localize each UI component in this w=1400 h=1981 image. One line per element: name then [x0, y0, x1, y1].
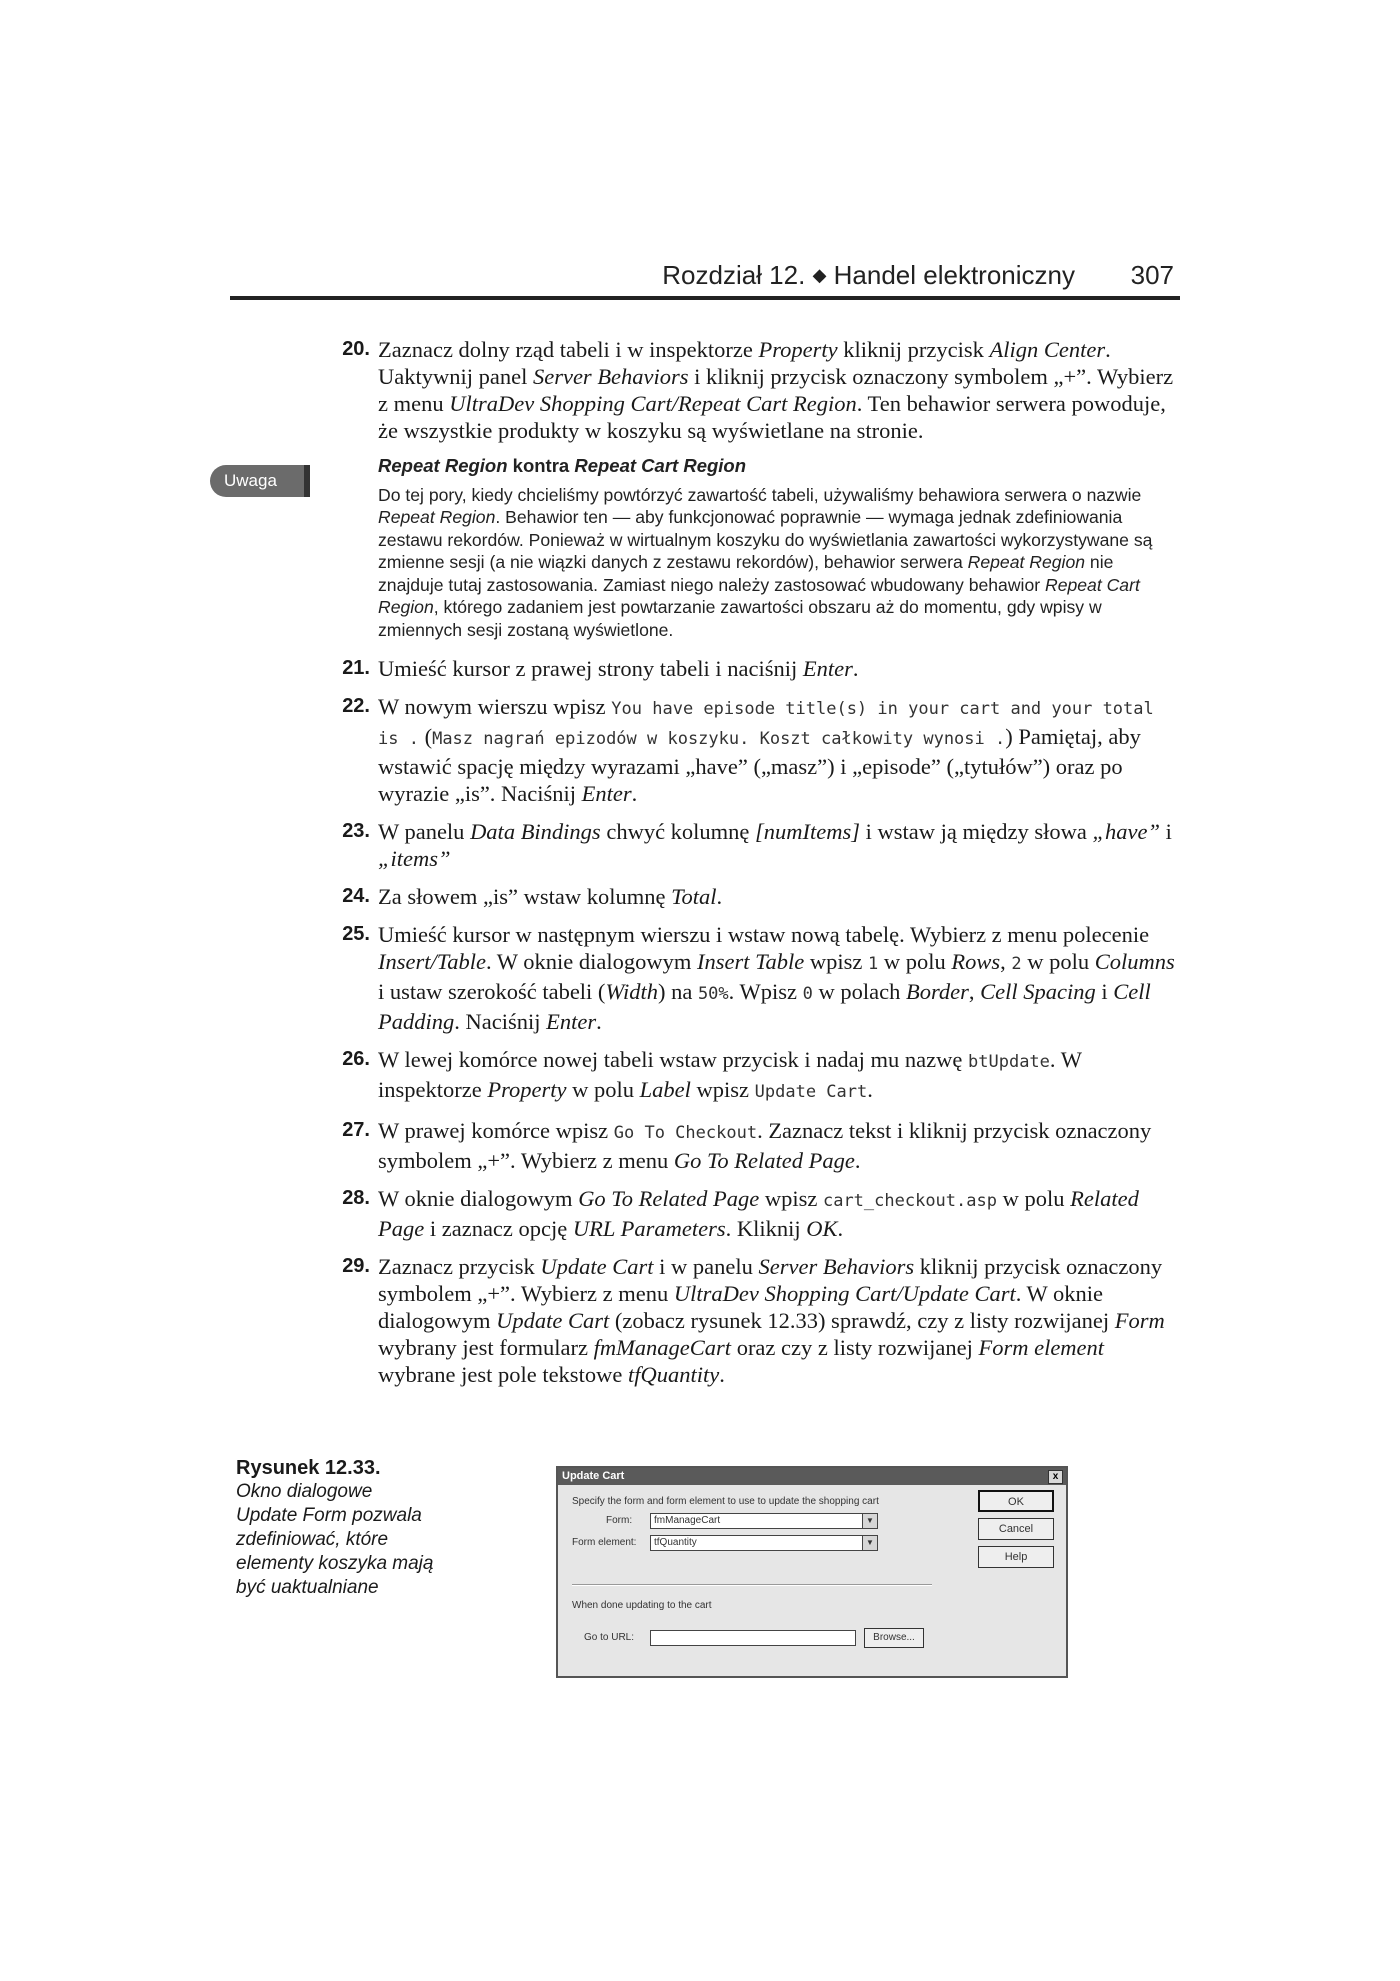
text-run: . Ten behawior serwera powoduje, że wszystkie produkty w koszyku są wyświetlane na stronie.	[378, 391, 1166, 443]
step-item	[330, 655, 1180, 682]
text-run: fmManageCart	[593, 1335, 732, 1360]
text-run: Total	[671, 884, 717, 909]
browse-button[interactable]: Browse...	[864, 1628, 924, 1648]
text-run: .	[596, 1009, 602, 1034]
text-run: 0	[802, 984, 813, 1004]
chapter-heading	[662, 260, 1075, 291]
text-run: Repeat Cart Region	[378, 574, 1140, 617]
text-run: w polach	[812, 979, 906, 1004]
step-item	[330, 1117, 1180, 1174]
text-run: wybrane jest pole tekstowe	[378, 1362, 628, 1387]
chevron-down-icon[interactable]: ▼	[862, 1536, 877, 1550]
text-run: . W oknie dialogowym	[378, 1281, 1104, 1333]
text-run: Masz nagrań epizodów w koszyku. Koszt całkowity wynosi .	[432, 729, 1006, 749]
step-number: 25.	[342, 923, 370, 945]
text-run: . Naciśnij	[454, 1009, 547, 1034]
text-run: Border	[905, 979, 969, 1004]
go-to-url-input[interactable]	[650, 1630, 856, 1646]
chapter-number: Rozdział 12.	[662, 260, 806, 290]
diamond-icon: ◆	[812, 265, 827, 285]
text-run: .	[852, 656, 859, 681]
chevron-down-icon[interactable]: ▼	[862, 1514, 877, 1528]
text-run: Umieść kursor z prawej strony tabeli i naciśnij	[378, 656, 803, 681]
close-icon[interactable]: x	[1048, 1470, 1063, 1484]
text-run: wpisz	[759, 1186, 823, 1211]
text-run: 1	[868, 954, 879, 974]
step-item	[330, 883, 1180, 910]
note-title-part: Repeat Cart Region	[574, 455, 747, 476]
step-list	[224, 336, 1180, 1399]
step-item	[330, 1253, 1180, 1388]
text-run: Label	[639, 1077, 691, 1102]
text-run: Umieść kursor w następnym wierszu i wstaw nową tabelę. Wybierz z menu polecenie	[378, 922, 1150, 947]
form-select[interactable]	[650, 1513, 878, 1529]
when-done-label: When done updating to the cart	[572, 1600, 712, 1611]
text-run: chwyć kolumnę	[600, 819, 756, 844]
text-run: Form	[1114, 1308, 1165, 1333]
text-run: Align Center	[989, 337, 1106, 362]
text-run: Property	[758, 337, 838, 362]
text-run: Server Behaviors	[532, 364, 689, 389]
text-run: Repeat Region	[378, 507, 496, 527]
text-run: (	[418, 724, 433, 749]
step-number: 23.	[342, 820, 370, 842]
text-run: . W inspektorze	[378, 1047, 1082, 1102]
text-run: w polu	[566, 1077, 640, 1102]
text-run: You have episode title(s) in your cart and your total is .	[378, 699, 1154, 749]
text-run: OK	[806, 1216, 838, 1241]
text-run: W nowym wierszu wpisz	[378, 694, 612, 719]
text-run: Width	[605, 979, 658, 1004]
text-run: Enter	[802, 656, 853, 681]
text-run: 2	[1011, 954, 1022, 974]
step-number: 29.	[342, 1255, 370, 1277]
text-run: .	[854, 1148, 861, 1173]
text-run: W panelu	[378, 819, 471, 844]
text-run: . Kliknij	[725, 1216, 807, 1241]
text-run: 50%	[697, 984, 729, 1004]
text-run: Enter	[546, 1009, 597, 1034]
text-run: Zaznacz przycisk	[378, 1254, 541, 1279]
text-run: Rows	[951, 949, 1001, 974]
text-run: .	[716, 884, 723, 909]
text-run: UltraDev Shopping Cart/Update Cart	[673, 1281, 1016, 1306]
text-run: tfQuantity	[627, 1362, 720, 1387]
text-run: Cell Spacing	[980, 979, 1096, 1004]
text-run: Insert/Table	[378, 949, 486, 974]
note-title	[378, 455, 1178, 478]
text-run: W prawej komórce wpisz	[378, 1118, 614, 1143]
text-run: Server Behaviors	[758, 1254, 915, 1279]
step-number: 28.	[342, 1187, 370, 1209]
dialog-title: Update Cart	[562, 1470, 625, 1482]
text-run: w polu	[996, 1186, 1071, 1211]
text-run: UltraDev Shopping Cart/Repeat Cart Region	[449, 391, 857, 416]
step-text	[378, 1186, 1139, 1241]
text-run: i	[1160, 819, 1172, 844]
text-run: Go To Checkout	[613, 1123, 758, 1143]
cancel-button[interactable]: Cancel	[978, 1518, 1054, 1540]
figure-description: Okno dialogowe Update Form pozwala zdefiniować, które elementy koszyka mają być uaktualniane	[236, 1481, 434, 1598]
step-item	[330, 693, 1180, 807]
step-text	[378, 922, 1175, 1034]
step-number: 26.	[342, 1048, 370, 1070]
text-run: Zaznacz dolny rząd tabeli i w inspektorze	[378, 337, 759, 362]
step-text	[378, 337, 1173, 443]
text-run: „items”	[378, 846, 451, 871]
text-run: i zaznacz opcję	[424, 1216, 573, 1241]
step-text	[378, 1254, 1165, 1387]
note-badge: Uwaga	[210, 465, 310, 497]
step-text	[378, 1047, 1082, 1102]
text-run: .	[837, 1216, 844, 1241]
step-number: 20.	[342, 338, 370, 360]
step-item	[330, 336, 1180, 444]
text-run: Update Cart	[540, 1254, 654, 1279]
text-run: kliknij przycisk	[837, 337, 990, 362]
step-number: 22.	[342, 695, 370, 717]
text-run: Enter	[581, 781, 632, 806]
text-run: w polu	[878, 949, 952, 974]
text-run: Data Bindings	[470, 819, 601, 844]
step-text	[378, 1118, 1151, 1173]
step-item	[330, 1046, 1180, 1106]
text-run: Form element	[978, 1335, 1105, 1360]
step-text	[378, 819, 1172, 871]
text-run: kliknij przycisk oznaczony symbolem „+”. Wybierz z menu	[378, 1254, 1163, 1306]
text-run: Go To Related Page	[578, 1186, 760, 1211]
text-run: . Wpisz	[728, 979, 803, 1004]
help-button[interactable]: Help	[978, 1546, 1054, 1568]
step-number: 24.	[342, 885, 370, 907]
text-run: Insert Table	[696, 949, 805, 974]
text-run: . Uaktywnij panel	[378, 337, 1111, 389]
step-text	[378, 694, 1154, 806]
text-run: Related Page	[378, 1186, 1139, 1241]
text-run: oraz czy z listy rozwijanej	[731, 1335, 979, 1360]
text-run: .	[631, 781, 638, 806]
text-run: . W oknie dialogowym	[485, 949, 697, 974]
text-run: „have”	[1092, 819, 1160, 844]
running-header	[230, 258, 1180, 300]
text-run: [numItems]	[755, 819, 861, 844]
dialog-title-bar	[558, 1468, 1066, 1485]
text-run: i ustaw szerokość tabeli (	[378, 979, 606, 1004]
text-run: Update Cart	[754, 1082, 868, 1102]
form-element-label: Form element:	[572, 1537, 637, 1548]
text-run: w polu	[1021, 949, 1095, 974]
note-title-part: kontra	[507, 455, 575, 476]
text-run: i wstaw ją między słowa	[860, 819, 1093, 844]
chapter-title: Handel elektroniczny	[833, 260, 1075, 290]
text-run: i	[1095, 979, 1114, 1004]
text-run: , którego zadaniem jest powtarzanie zawartości obszaru aż do momentu, gdy wpisy w zmiennych sesji zostaną wyświetlone.	[378, 597, 1102, 640]
dialog-divider	[572, 1584, 932, 1586]
text-run: i w panelu	[653, 1254, 759, 1279]
text-run: W oknie dialogowym	[378, 1186, 579, 1211]
note-title-part: Repeat Region	[378, 455, 508, 476]
form-element-select[interactable]	[650, 1535, 878, 1551]
note-body	[378, 484, 1178, 642]
text-run: Go To Related Page	[673, 1148, 855, 1173]
ok-button[interactable]: OK	[978, 1490, 1054, 1512]
text-run: wpisz	[804, 949, 869, 974]
text-run: wybrany jest formularz	[378, 1335, 594, 1360]
form-label: Form:	[606, 1515, 633, 1526]
text-run: Columns	[1094, 949, 1175, 974]
form-element-select-value: tfQuantity	[654, 1537, 697, 1548]
text-run: Do tej pory, kiedy chcieliśmy powtórzyć zawartość tabeli, używaliśmy behawiora serwera o nazwie	[378, 484, 1142, 505]
text-run: (zobacz rysunek 12.33) sprawdź, czy z listy rozwijanej	[609, 1308, 1115, 1333]
dialog-instruction: Specify the form and form element to use to update the shopping cart	[572, 1496, 879, 1507]
text-run: nie znajduje tutaj zastosowania. Zamiast niego należy zastosować wbudowany behawior	[378, 552, 1114, 595]
update-cart-dialog	[556, 1466, 1068, 1678]
text-run: .	[867, 1077, 873, 1102]
step-text	[378, 884, 722, 909]
figure-caption	[236, 1456, 436, 1600]
step-number: 27.	[342, 1119, 370, 1141]
text-run: cart_checkout.asp	[822, 1191, 997, 1211]
note-box	[224, 455, 1178, 641]
text-run: . Zaznacz tekst i kliknij przycisk oznaczony symbolem „+”. Wybierz z menu	[378, 1118, 1152, 1173]
text-run: i kliknij przycisk oznaczony symbolem „+”. Wybierz z menu	[378, 364, 1174, 416]
text-run: .	[719, 1362, 725, 1387]
text-run: ,	[1000, 949, 1012, 974]
text-run: Update Cart	[496, 1308, 610, 1333]
text-run: btUpdate	[968, 1052, 1050, 1072]
text-run: ,	[968, 979, 981, 1004]
text-run: Repeat Region	[967, 552, 1086, 572]
step-text	[378, 656, 859, 681]
text-run: . Behawior ten — aby funkcjonować poprawnie — wymaga jednak zdefiniowania zestawu rekordów. Ponieważ w wirtualnym koszyku do wyświetlania zawartości wykorzystywane są zmienne sesji (a nie wiązki danych z zestawu rekordów), behawior serwera	[378, 507, 1153, 572]
text-run: W lewej komórce nowej tabeli wstaw przycisk i nadaj mu nazwę	[378, 1047, 969, 1072]
text-run: ) na	[657, 979, 698, 1004]
text-run: Cell Padding	[378, 979, 1151, 1034]
step-number: 21.	[342, 657, 370, 679]
step-item	[330, 1185, 1180, 1242]
text-run: Property	[487, 1077, 567, 1102]
text-run: ) Pamiętaj, aby wstawić spację między wyrazami „have” („masz”) i „episode” („tytułów”) oraz po wyrazie „is”. Naciśnij	[378, 724, 1141, 806]
figure-label: Rysunek 12.33.	[236, 1457, 381, 1479]
page-number: 307	[1130, 260, 1174, 290]
text-run: URL Parameters	[572, 1216, 726, 1241]
go-to-url-label: Go to URL:	[584, 1632, 635, 1643]
step-item	[330, 818, 1180, 872]
step-item	[330, 921, 1180, 1035]
text-run: wpisz	[690, 1077, 755, 1102]
text-run: Za słowem „is” wstaw kolumnę	[378, 884, 672, 909]
form-select-value: fmManageCart	[654, 1515, 721, 1526]
